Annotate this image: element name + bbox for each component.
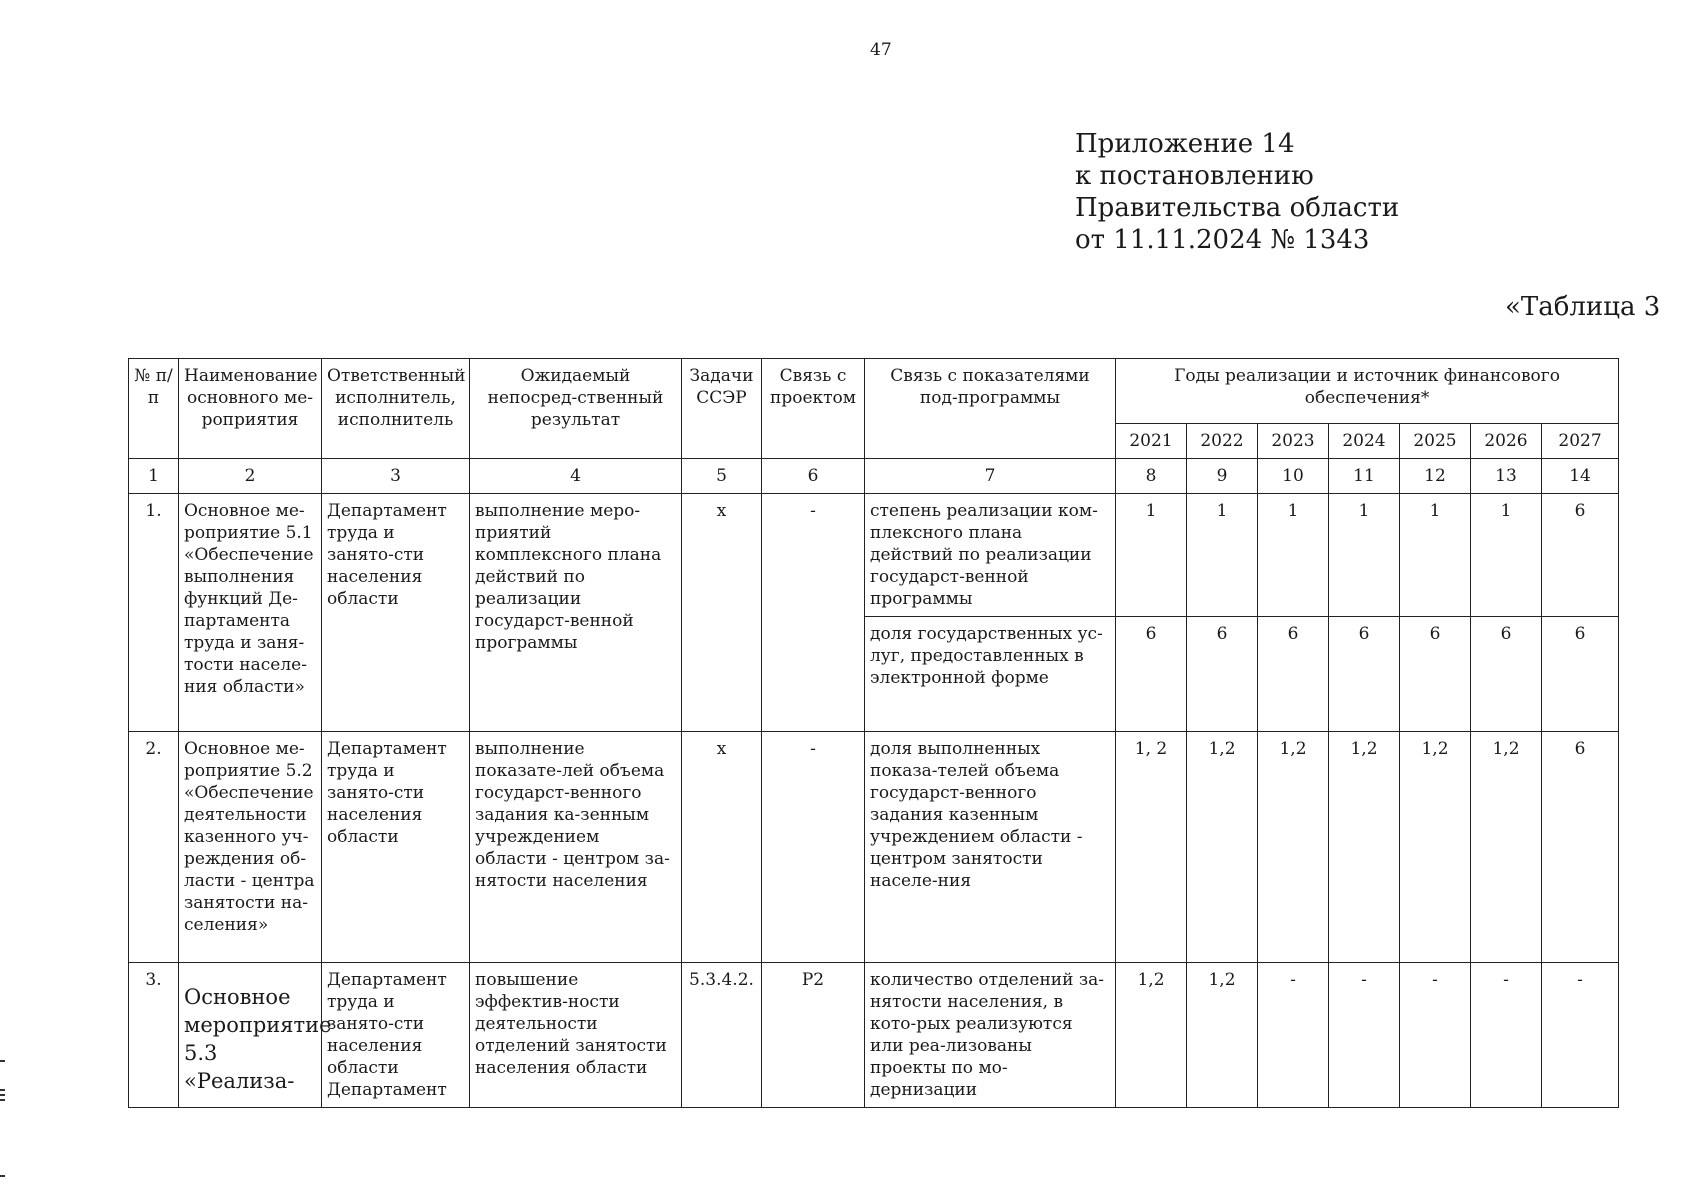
measure-name: Основное ме-роприятие 5.2 «Обеспечение деятельности казенного уч-реждения об-ласти - центра занятости на-селения» [179, 732, 322, 963]
column-number: 5 [682, 459, 762, 494]
table-container [128, 358, 1619, 1108]
scan-artifact [0, 1099, 5, 1101]
column-number: 11 [1329, 459, 1400, 494]
year-value: 1, 2 [1116, 732, 1187, 963]
year-value: 1,2 [1400, 732, 1471, 963]
measure-name: Основное мероприятие 5.3 «Реализа- [184, 985, 332, 1093]
column-number: 2 [179, 459, 322, 494]
year-value: - [1471, 963, 1542, 1108]
year-value: - [1400, 963, 1471, 1108]
column-number: 14 [1542, 459, 1619, 494]
header-result: Ожидаемый непосред-ственный результат [470, 359, 682, 459]
project-link: - [762, 732, 865, 963]
project-link: - [762, 494, 865, 732]
year-value: 1 [1258, 494, 1329, 617]
year-value: 1,2 [1116, 963, 1187, 1108]
table-label: «Таблица 3 [1505, 292, 1661, 322]
indicator-text: доля выполненных показа-телей объема государст-венного задания казенным учреждением области - центром занятости населе-ния [865, 732, 1116, 963]
table-row [129, 963, 1619, 1108]
column-number: 3 [322, 459, 470, 494]
responsible: Департамент труда и занято-сти населения области [322, 732, 470, 963]
expected-result: выполнение показате-лей объема государст-венного задания ка-зенным учреждением области - центром за-нятости населения [470, 732, 682, 963]
row-number: 3. [129, 963, 179, 1108]
column-number: 4 [470, 459, 682, 494]
year-value: 6 [1471, 617, 1542, 732]
expected-result: выполнение меро-приятий комплексного плана действий по реализации государст-венной программы [470, 494, 682, 732]
column-number: 7 [865, 459, 1116, 494]
appendix-line: к постановлению [1075, 161, 1314, 191]
header-project: Связь с проектом [762, 359, 865, 459]
scan-artifact [0, 1175, 5, 1177]
table-row [129, 494, 1619, 617]
year-value: - [1542, 963, 1619, 1108]
measures-table [128, 358, 1619, 1108]
header-year: 2023 [1258, 424, 1329, 459]
header-responsible: Ответственный исполнитель, исполнитель [322, 359, 470, 459]
year-value: 1 [1329, 494, 1400, 617]
appendix-block [1075, 128, 1399, 256]
year-value: 1 [1116, 494, 1187, 617]
column-number: 1 [129, 459, 179, 494]
indicator-text: доля государственных ус-луг, предоставленных в электронной форме [865, 617, 1116, 732]
header-name: Наименование основного ме-роприятия [179, 359, 322, 459]
responsible: Департамент труда и занято-сти населения области [322, 494, 470, 732]
year-value: 1 [1187, 494, 1258, 617]
row-number: 2. [129, 732, 179, 963]
scan-artifact [0, 1089, 5, 1091]
measure-name: Основное ме-роприятие 5.1 «Обеспечение выполнения функций Де-партамента труда и заня-тости населе-ния области» [179, 494, 322, 732]
header-year: 2026 [1471, 424, 1542, 459]
column-number-row [129, 459, 1619, 494]
column-number: 6 [762, 459, 865, 494]
header-year: 2022 [1187, 424, 1258, 459]
header-tasks: Задачи ССЭР [682, 359, 762, 459]
header-year: 2024 [1329, 424, 1400, 459]
responsible: Департамент труда и занято-сти населения области Департамент [322, 963, 470, 1108]
year-value: 6 [1329, 617, 1400, 732]
year-value: 1 [1471, 494, 1542, 617]
scan-artifact [0, 1060, 5, 1062]
row-number: 1. [129, 494, 179, 732]
measure-name-cell [179, 963, 332, 1108]
page-number: 47 [870, 40, 892, 60]
column-number: 13 [1471, 459, 1542, 494]
header-years-group: Годы реализации и источник финансового обеспечения* [1116, 359, 1619, 424]
year-value: 6 [1400, 617, 1471, 732]
column-number: 8 [1116, 459, 1187, 494]
tasks: х [682, 494, 762, 732]
column-number: 10 [1258, 459, 1329, 494]
header-year: 2025 [1400, 424, 1471, 459]
indicator-text: степень реализации ком-плексного плана действий по реализации государст-венной программы [865, 494, 1116, 617]
year-value: 6 [1542, 617, 1619, 732]
year-value: 6 [1187, 617, 1258, 732]
appendix-line: от 11.11.2024 № 1343 [1075, 225, 1370, 255]
expected-result: повышение эффектив-ности деятельности отделений занятости населения области [470, 963, 682, 1108]
header-indicators: Связь с показателями под-программы [865, 359, 1116, 459]
year-value: 1,2 [1187, 732, 1258, 963]
column-number: 12 [1400, 459, 1471, 494]
year-value: - [1329, 963, 1400, 1108]
table-row [129, 732, 1619, 963]
year-value: - [1258, 963, 1329, 1108]
indicator-text: количество отделений за-нятости населения, в кото-рых реализуются или реа-лизованы проекты по мо-дернизации [865, 963, 1116, 1108]
header-year: 2027 [1542, 424, 1619, 459]
project-link: Р2 [762, 963, 865, 1108]
column-number: 9 [1187, 459, 1258, 494]
appendix-line: Правительства области [1075, 193, 1400, 223]
tasks: 5.3.4.2. [682, 963, 762, 1108]
scan-artifact [0, 1094, 5, 1096]
year-value: 1,2 [1187, 963, 1258, 1108]
year-value: 1 [1400, 494, 1471, 617]
year-value: 1,2 [1329, 732, 1400, 963]
year-value: 6 [1258, 617, 1329, 732]
year-value: 1,2 [1258, 732, 1329, 963]
year-value: 6 [1542, 732, 1619, 963]
header-num: № п/п [129, 359, 179, 459]
year-value: 6 [1542, 494, 1619, 617]
year-value: 6 [1116, 617, 1187, 732]
appendix-line: Приложение 14 [1075, 129, 1295, 159]
header-year: 2021 [1116, 424, 1187, 459]
header-row [129, 359, 1619, 424]
tasks: х [682, 732, 762, 963]
year-value: 1,2 [1471, 732, 1542, 963]
